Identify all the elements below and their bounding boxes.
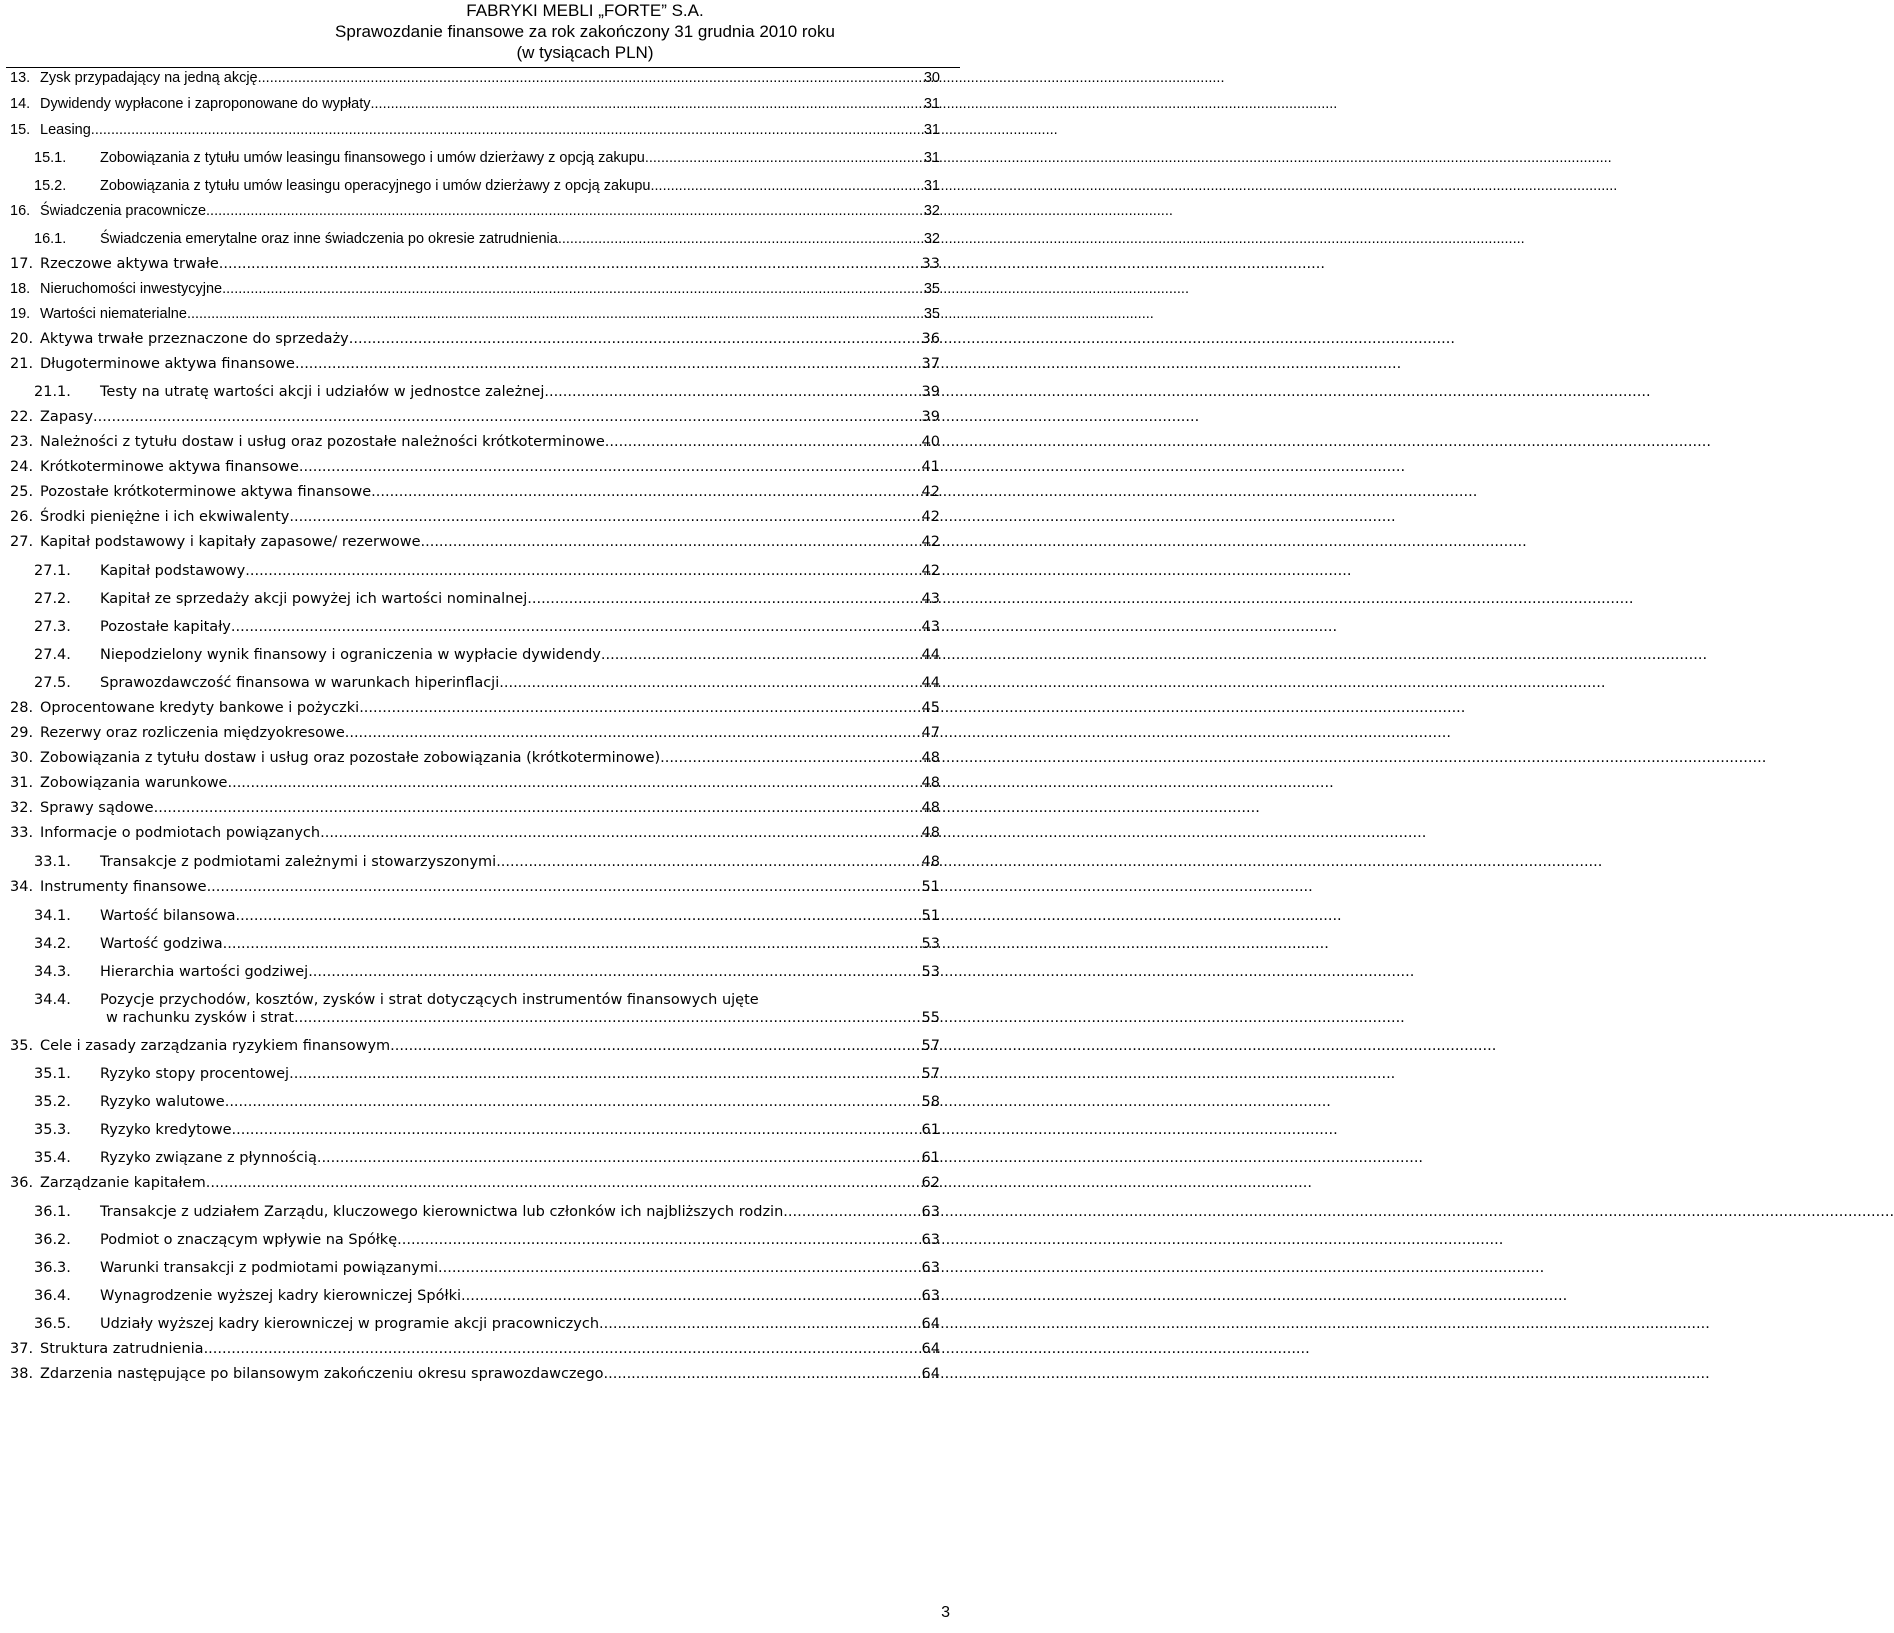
toc-entry-page: 63 xyxy=(921,1204,940,1220)
toc-entry-number: 27.1. xyxy=(34,563,71,579)
toc-dot-leader xyxy=(154,799,1260,817)
toc-entry-number: 33.1. xyxy=(34,854,71,870)
toc-entry-title: Zarządzanie kapitałem xyxy=(40,1175,206,1191)
toc-entry-number: 35.1. xyxy=(34,1066,71,1082)
toc-entry-number: 27.4. xyxy=(34,647,71,663)
toc-entry-page: 48 xyxy=(921,854,940,870)
toc-entry-page: 31 xyxy=(923,122,940,138)
toc-dot-leader xyxy=(650,177,1617,195)
toc-dot-leader xyxy=(544,383,1650,401)
toc-dot-leader xyxy=(601,646,1707,664)
toc-entry-page: 61 xyxy=(921,1122,940,1138)
toc-entry-number: 16. xyxy=(10,203,31,219)
toc-entry-page: 63 xyxy=(921,1260,940,1276)
toc-entry-title: Kapitał ze sprzedaży akcji powyżej ich wartości nominalnej xyxy=(100,591,528,607)
toc-entry-number: 34.1. xyxy=(34,908,71,924)
toc-entry-number: 38. xyxy=(10,1366,34,1382)
toc-entry-page: 48 xyxy=(921,750,940,766)
units-note: (w tysiącach PLN) xyxy=(516,43,654,62)
toc-entry-number: 34.4. xyxy=(34,992,71,1008)
toc-entry-page: 42 xyxy=(921,484,940,500)
toc-entry-page: 57 xyxy=(921,1038,940,1054)
toc-entry-title: Rezerwy oraz rozliczenia międzyokresowe xyxy=(40,725,345,741)
toc-entry-page: 47 xyxy=(921,725,940,741)
toc-dot-leader xyxy=(207,878,1313,896)
toc-entry-title: Zobowiązania warunkowe xyxy=(40,775,228,791)
toc-dot-leader xyxy=(308,963,1414,981)
toc-entry-number: 35. xyxy=(10,1038,34,1054)
toc-entry-number: 27.5. xyxy=(34,675,71,691)
toc-entry-page: 57 xyxy=(921,1066,940,1082)
toc-entry-number: 27.2. xyxy=(34,591,71,607)
toc-entry-number: 34.2. xyxy=(34,936,71,952)
toc-entry-title: Sprawozdawczość finansowa w warunkach hiperinflacji xyxy=(100,675,500,691)
toc-entry-page: 53 xyxy=(921,936,940,952)
toc-dot-leader xyxy=(317,1149,1423,1167)
toc-entry-number: 36.1. xyxy=(34,1204,71,1220)
toc-entry-page: 64 xyxy=(921,1316,940,1332)
toc-entry-number: 17. xyxy=(10,256,34,272)
toc-entry-page: 31 xyxy=(923,178,940,194)
toc-entry-page: 35 xyxy=(923,281,940,297)
toc-entry-title: Ryzyko kredytowe xyxy=(100,1122,232,1138)
toc-dot-leader xyxy=(299,458,1405,476)
toc-entry-title: Wartość bilansowa xyxy=(100,908,236,924)
toc-entry-title: Rzeczowe aktywa trwałe xyxy=(40,256,219,272)
toc-entry-number: 36.3. xyxy=(34,1260,71,1276)
toc-entry-page: 58 xyxy=(921,1094,940,1110)
toc-entry-title: Wartość godziwa xyxy=(100,936,223,952)
toc-dot-leader xyxy=(219,255,1325,273)
toc-dot-leader xyxy=(225,1093,1331,1111)
toc-entry-number: 20. xyxy=(10,331,34,347)
toc-entry-title: Środki pieniężne i ich ekwiwalenty xyxy=(40,509,290,525)
toc-entry-page: 44 xyxy=(921,647,940,663)
toc-dot-leader xyxy=(390,1037,1496,1055)
toc-entry-number: 21.1. xyxy=(34,384,71,400)
toc-dot-leader xyxy=(227,774,1333,792)
toc-dot-leader xyxy=(231,618,1337,636)
toc-entry-page: 42 xyxy=(921,534,940,550)
toc-entry-number: 35.2. xyxy=(34,1094,71,1110)
company-name: FABRYKI MEBLI „FORTE” S.A. xyxy=(466,1,704,20)
toc-dot-leader xyxy=(397,1231,1503,1249)
toc-entry-number: 31. xyxy=(10,775,34,791)
toc-entry-title: Transakcje z podmiotami zależnymi i stowarzyszonymi xyxy=(100,854,497,870)
toc-entry-page: 40 xyxy=(921,434,940,450)
toc-entry-title: Ryzyko stopy procentowej xyxy=(100,1066,290,1082)
toc-entry-page: 53 xyxy=(921,964,940,980)
toc-entry-page: 64 xyxy=(921,1366,940,1382)
toc-entry-title: Ryzyko związane z płynnością xyxy=(100,1150,317,1166)
toc-entry-title: Cele i zasady zarządzania ryzykiem finansowym xyxy=(40,1038,391,1054)
toc-entry-page: 51 xyxy=(921,908,940,924)
toc-dot-leader xyxy=(438,1259,1544,1277)
toc-entry-title: Zobowiązania z tytułu umów leasingu operacyjnego i umów dzierżawy z opcją zakupu xyxy=(100,178,651,194)
toc-dot-leader xyxy=(645,149,1612,167)
toc-entry-title: Kapitał podstawowy i kapitały zapasowe/ rezerwowe xyxy=(40,534,421,550)
toc-entry-number: 16.1. xyxy=(34,231,67,247)
toc-entry-number: 37. xyxy=(10,1341,34,1357)
toc-entry-page: 48 xyxy=(921,825,940,841)
toc-entry-page: 48 xyxy=(921,775,940,791)
toc-dot-leader xyxy=(461,1287,1567,1305)
toc-entry-title: Zdarzenia następujące po bilansowym zakończeniu okresu sprawozdawczego xyxy=(40,1366,604,1382)
toc-dot-leader xyxy=(660,749,1766,767)
toc-dot-leader xyxy=(604,1315,1710,1333)
toc-entry-number: 36.4. xyxy=(34,1288,71,1304)
toc-entry-title: Zobowiązania z tytułu umów leasingu finansowego i umów dzierżawy z opcją zakupu xyxy=(100,150,645,166)
toc-entry-page: 48 xyxy=(921,800,940,816)
toc-entry-number: 27. xyxy=(10,534,34,550)
toc-entry-title: Należności z tytułu dostaw i usług oraz pozostałe należności krótkoterminowe xyxy=(40,434,605,450)
toc-entry-page: 31 xyxy=(923,96,940,112)
toc-entry-page: 39 xyxy=(921,409,940,425)
toc-entry-title: w rachunku zysków i strat. xyxy=(106,1010,299,1026)
toc-entry-title: Świadczenia emerytalne oraz inne świadczenia po okresie zatrudnienia xyxy=(100,231,558,247)
toc-dot-leader xyxy=(93,408,1199,426)
toc-entry-page: 63 xyxy=(921,1232,940,1248)
toc-entry-title: Warunki transakcji z podmiotami powiązanymi xyxy=(100,1260,438,1276)
toc-entry-page: 42 xyxy=(921,563,940,579)
toc-entry-title: Świadczenia pracownicze xyxy=(40,203,207,219)
toc-entry-title: Zobowiązania z tytułu dostaw i usług oraz pozostałe zobowiązania (krótkoterminowe) xyxy=(40,750,661,766)
toc-entry-number: 23. xyxy=(10,434,34,450)
toc-entry-page: 51 xyxy=(921,879,940,895)
toc-entry-title: Wynagrodzenie wyższej kadry kierowniczej Spółki xyxy=(100,1288,462,1304)
toc-entry-number: 21. xyxy=(10,356,34,372)
toc-entry-page: 35 xyxy=(923,306,940,322)
toc-entry-title: Podmiot o znaczącym wpływie na Spółkę xyxy=(100,1232,398,1248)
toc-entry-number: 15. xyxy=(10,122,31,138)
toc-entry-title: Długoterminowe aktywa finansowe xyxy=(40,356,295,372)
toc-entry-title: Struktura zatrudnienia xyxy=(40,1341,204,1357)
toc-entry-number: 36. xyxy=(10,1175,34,1191)
toc-entry-title: Hierarchia wartości godziwej xyxy=(100,964,309,980)
toc-dot-leader xyxy=(345,724,1451,742)
toc-dot-leader xyxy=(206,202,1173,220)
page-number: 3 xyxy=(941,1604,950,1621)
toc-entry-page: 55 xyxy=(921,1010,940,1026)
toc-entry-page: 39 xyxy=(921,384,940,400)
toc-entry-title: Informacje o podmiotach powiązanych xyxy=(40,825,321,841)
toc-entry-title: Transakcje z udziałem Zarządu, kluczowego kierownictwa lub członków ich najbliższych rodzin. xyxy=(100,1204,788,1220)
toc-dot-leader xyxy=(421,533,1527,551)
toc-entry-page: 31 xyxy=(923,150,940,166)
toc-entry-title: Oprocentowane kredyty bankowe i pożyczki xyxy=(40,700,360,716)
toc-entry-title: Ryzyko walutowe xyxy=(100,1094,225,1110)
toc-entry-number: 28. xyxy=(10,700,34,716)
toc-entry-number: 15.2. xyxy=(34,178,67,194)
toc-dot-leader xyxy=(258,69,1225,87)
toc-entry-title: Dywidendy wypłacone i zaproponowane do wypłaty xyxy=(40,96,371,112)
toc-entry-number: 26. xyxy=(10,509,34,525)
toc-dot-leader xyxy=(204,1340,1310,1358)
toc-entry-title: Nieruchomości inwestycyjne xyxy=(40,281,223,297)
toc-entry-page: 61 xyxy=(921,1150,940,1166)
toc-entry-page: 32 xyxy=(923,231,940,247)
toc-entry-title: Zapasy xyxy=(40,409,94,425)
toc-entry-number: 13. xyxy=(10,70,31,86)
toc-dot-leader xyxy=(788,1203,1894,1221)
toc-entry-number: 36.5. xyxy=(34,1316,71,1332)
toc-dot-leader xyxy=(222,280,1189,298)
toc-dot-leader xyxy=(235,907,1341,925)
toc-dot-leader xyxy=(187,305,1154,323)
toc-entry-page: 64 xyxy=(921,1341,940,1357)
toc-entry-title: Zysk przypadający na jedną akcję xyxy=(40,70,258,86)
toc-entry-number: 33. xyxy=(10,825,34,841)
toc-entry-title: Krótkoterminowe aktywa finansowe xyxy=(40,459,299,475)
toc-dot-leader xyxy=(604,1365,1710,1383)
toc-entry-page: 43 xyxy=(921,591,940,607)
toc-entry-page: 32 xyxy=(923,203,940,219)
toc-entry-title: Pozycje przychodów, kosztów, zysków i strat dotyczących instrumentów finansowych ujęte xyxy=(100,992,759,1008)
toc-entry-title: Wartości niematerialne xyxy=(40,306,187,322)
toc-entry-page: 33 xyxy=(921,256,940,272)
toc-entry-number: 22. xyxy=(10,409,34,425)
toc-dot-leader xyxy=(320,824,1426,842)
toc-entry-number: 15.1. xyxy=(34,150,67,166)
toc-dot-leader xyxy=(370,95,1337,113)
toc-dot-leader xyxy=(299,1009,1405,1027)
toc-entry-title: Aktywa trwałe przeznaczone do sprzedaży xyxy=(40,331,349,347)
toc-entry-title: Instrumenty finansowe xyxy=(40,879,207,895)
toc-entry-number: 35.3. xyxy=(34,1122,71,1138)
toc-entry-number: 29. xyxy=(10,725,34,741)
toc-entry-title: Udziały wyższej kadry kierowniczej w programie akcji pracowniczych. xyxy=(100,1316,604,1332)
toc-dot-leader xyxy=(245,562,1351,580)
toc-dot-leader xyxy=(558,230,1525,248)
toc-entry-page: 41 xyxy=(921,459,940,475)
toc-dot-leader xyxy=(289,1065,1395,1083)
toc-entry-number: 24. xyxy=(10,459,34,475)
toc-dot-leader xyxy=(289,508,1395,526)
toc-dot-leader xyxy=(206,1174,1312,1192)
toc-entry-number: 32. xyxy=(10,800,34,816)
toc-dot-leader xyxy=(496,853,1602,871)
toc-entry-number: 34. xyxy=(10,879,34,895)
toc-entry-page: 44 xyxy=(921,675,940,691)
toc-entry-title: Sprawy sądowe xyxy=(40,800,154,816)
toc-entry-number: 18. xyxy=(10,281,31,297)
header-rule xyxy=(6,67,960,68)
toc-entry-number: 25. xyxy=(10,484,34,500)
report-title: Sprawozdanie finansowe za rok zakończony 31 grudnia 2010 roku xyxy=(335,22,835,41)
toc-entry-number: 34.3. xyxy=(34,964,71,980)
toc-entry-number: 27.3. xyxy=(34,619,71,635)
toc-entry-page: 63 xyxy=(921,1288,940,1304)
toc-entry-number: 19. xyxy=(10,306,31,322)
toc-entry-page: 62 xyxy=(921,1175,940,1191)
toc-dot-leader xyxy=(295,355,1401,373)
toc-entry-title: Pozostałe kapitały xyxy=(100,619,231,635)
toc-entry-number: 35.4. xyxy=(34,1150,71,1166)
toc-entry-title: Testy na utratę wartości akcji i udziałów w jednostce zależnej xyxy=(100,384,545,400)
toc-entry-title: Leasing xyxy=(40,122,91,138)
toc-dot-leader xyxy=(232,1121,1338,1139)
toc-entry-page: 43 xyxy=(921,619,940,635)
toc-entry-page: 42 xyxy=(921,509,940,525)
toc-entry-title: Niepodzielony wynik finansowy i ograniczenia w wypłacie dywidendy xyxy=(100,647,601,663)
toc-entry-page: 37 xyxy=(921,356,940,372)
toc-dot-leader xyxy=(605,433,1711,451)
toc-entry-title: Kapitał podstawowy xyxy=(100,563,246,579)
toc-dot-leader xyxy=(223,935,1329,953)
toc-entry-number: 30. xyxy=(10,750,34,766)
toc-entry-page: 36 xyxy=(921,331,940,347)
toc-entry-number: 14. xyxy=(10,96,31,112)
toc-entry-page: 45 xyxy=(921,700,940,716)
document-header xyxy=(0,0,960,63)
toc-dot-leader xyxy=(527,590,1633,608)
toc-entry-number: 36.2. xyxy=(34,1232,71,1248)
toc-entry-page: 30 xyxy=(923,70,940,86)
toc-dot-leader xyxy=(499,674,1605,692)
toc-entry-title: Pozostałe krótkoterminowe aktywa finansowe xyxy=(40,484,372,500)
